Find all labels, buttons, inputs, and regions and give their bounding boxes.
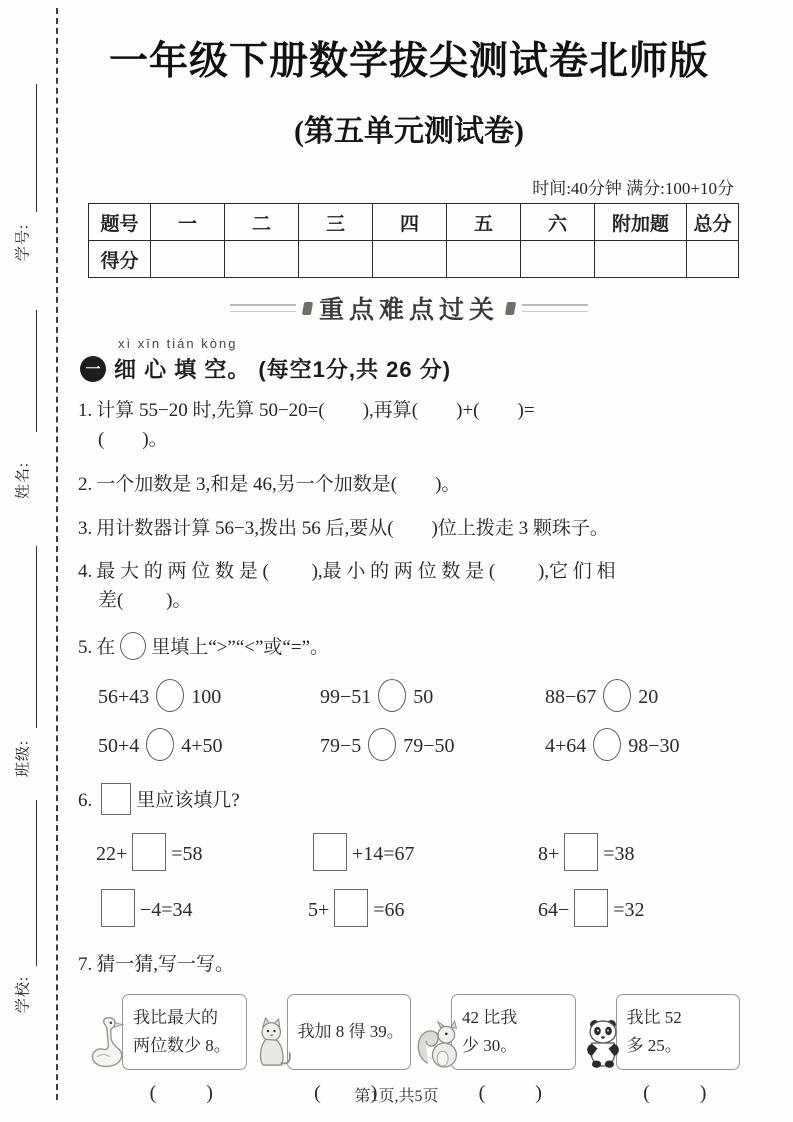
page-subtitle: (第五单元测试卷) <box>294 115 524 148</box>
score-cell[interactable] <box>595 241 687 278</box>
expression-left: 79−5 <box>320 734 362 757</box>
expression-right: 50 <box>413 685 434 708</box>
speech-bubble <box>122 994 247 1070</box>
equation-post: =32 <box>613 899 645 921</box>
paper-body <box>78 0 740 1105</box>
score-cell[interactable] <box>151 241 225 278</box>
score-cell[interactable] <box>687 241 739 278</box>
col-two: 二 <box>225 204 299 241</box>
time-and-score-info: 时间:40分钟 满分:100+10分 <box>532 179 734 198</box>
bubble-text: 少 30。 <box>462 1035 518 1055</box>
question-5 <box>78 632 740 663</box>
question-4 <box>78 558 740 615</box>
compare-item <box>320 679 545 712</box>
square-blank-icon <box>101 783 131 815</box>
square-blank[interactable] <box>574 889 608 927</box>
question-7 <box>78 951 740 980</box>
equation-item <box>308 833 538 871</box>
circle-blank[interactable] <box>378 679 406 712</box>
equation-item <box>538 833 740 871</box>
expression-left: 88−67 <box>545 685 597 708</box>
expression-right: 4+50 <box>181 734 223 757</box>
banner-text: 重点难点过关 <box>318 296 499 324</box>
page-footer: 第1页,共5页 <box>354 1088 439 1105</box>
section-title: 细 心 填 空。 <box>114 357 251 382</box>
class-fill-line[interactable] <box>36 546 37 728</box>
banner-right-lines-icon <box>522 304 588 312</box>
student-id-fill-line[interactable] <box>36 84 37 212</box>
compare-item <box>98 728 320 761</box>
circle-blank[interactable] <box>156 679 184 712</box>
answer-blank[interactable]: ( ) <box>314 1081 378 1104</box>
name-fill-line[interactable] <box>36 310 37 432</box>
question-5-prompt-before: 在 <box>96 637 116 658</box>
panda-icon <box>580 1015 626 1071</box>
section-points: (每空1分,共 26 分) <box>258 357 452 382</box>
score-cell[interactable] <box>225 241 299 278</box>
col-six: 六 <box>521 204 595 241</box>
question-3-text: 用计数器计算 56−3,拨出 56 后,要从( )位上拨走 3 颗珠子。 <box>96 517 609 539</box>
circle-blank[interactable] <box>603 679 631 712</box>
question-number: 2. <box>78 474 93 495</box>
equation-pre: 22+ <box>96 843 128 865</box>
question-number: 5. <box>78 637 93 658</box>
sidebar-label-name: 姓名: <box>15 461 32 500</box>
equation-post: −4=34 <box>140 899 193 921</box>
expression-right: 20 <box>638 685 659 708</box>
equation-item <box>96 833 308 871</box>
question-6-row-2 <box>78 889 740 927</box>
section-number-icon: 一 <box>80 356 106 382</box>
compare-item <box>545 679 740 712</box>
expression-left: 4+64 <box>545 734 587 757</box>
score-table-header-row <box>89 204 739 241</box>
bubble-text: 多 25。 <box>626 1035 682 1055</box>
equation-pre: 5+ <box>308 899 330 921</box>
expression-right: 100 <box>191 685 222 708</box>
square-blank[interactable] <box>564 833 598 871</box>
page-title: 一年级下册数学拔尖测试卷北师版 <box>108 40 709 83</box>
sidebar-label-student-id: 学号: <box>15 223 32 262</box>
circle-blank[interactable] <box>146 728 174 761</box>
question-2-text: 一个加数是 3,和是 46,另一个加数是( )。 <box>96 474 461 495</box>
col-total: 总分 <box>687 204 739 241</box>
circle-blank[interactable] <box>368 728 396 761</box>
col-question-number: 题号 <box>89 204 151 241</box>
col-four: 四 <box>373 204 447 241</box>
circle-blank[interactable] <box>593 728 621 761</box>
question-number: 4. <box>78 561 93 582</box>
col-three: 三 <box>299 204 373 241</box>
question-1-text-line2: ( )。 <box>98 428 168 450</box>
score-table-score-row <box>89 241 739 278</box>
expression-left: 56+43 <box>98 685 150 708</box>
squirrel-icon <box>415 1015 461 1071</box>
col-bonus: 附加题 <box>595 204 687 241</box>
compare-item <box>545 728 740 761</box>
equation-post: =66 <box>373 899 405 921</box>
question-number: 1. <box>78 400 93 421</box>
speech-bubble <box>451 994 576 1070</box>
cat-icon <box>251 1015 297 1071</box>
expression-left: 99−51 <box>320 685 372 708</box>
banner <box>78 290 740 326</box>
score-cell[interactable] <box>521 241 595 278</box>
equation-pre: 8+ <box>538 843 560 865</box>
expression-left: 50+4 <box>98 734 140 757</box>
expression-right: 98−30 <box>628 734 680 757</box>
square-blank[interactable] <box>334 889 368 927</box>
equation-item <box>308 889 538 927</box>
question-2 <box>78 471 740 500</box>
section-pinyin: xì xīn tián kòng <box>118 336 238 351</box>
question-5-row-1 <box>78 679 740 712</box>
question-5-prompt-after: 里填上“>”“<”或“=”。 <box>151 637 330 658</box>
question-number: 7. <box>78 954 93 975</box>
goose-icon <box>86 1015 132 1071</box>
square-blank[interactable] <box>101 889 135 927</box>
square-blank[interactable] <box>132 833 166 871</box>
question-number: 6. <box>78 789 93 811</box>
banner-right-block-icon <box>505 302 516 315</box>
equation-item <box>96 889 308 927</box>
bubble-text: 我比 52 <box>626 1008 682 1028</box>
equation-post: =38 <box>603 843 635 865</box>
score-row-label: 得分 <box>89 241 151 278</box>
score-cell[interactable] <box>373 241 447 278</box>
circle-blank-icon <box>120 632 146 660</box>
question-7-prompt: 猜一猜,写一写。 <box>96 954 235 975</box>
compare-item <box>98 679 320 712</box>
sidebar-label-school: 学校: <box>15 975 32 1014</box>
speech-bubble <box>616 994 741 1070</box>
question-number: 3. <box>78 517 93 539</box>
square-blank[interactable] <box>313 833 347 871</box>
question-6-prompt: 里应该填几? <box>136 789 240 811</box>
question-6-row-1 <box>78 833 740 871</box>
question-1 <box>78 397 740 454</box>
question-3 <box>78 515 740 544</box>
fold-line <box>56 8 58 1100</box>
question-4-text: 最 大 的 两 位 数 是 ( ),最 小 的 两 位 数 是 ( ),它 们 相 <box>96 561 616 582</box>
score-cell[interactable] <box>447 241 521 278</box>
equation-post: +14=67 <box>352 843 415 865</box>
col-one: 一 <box>151 204 225 241</box>
answer-blank[interactable]: ( ) <box>478 1081 542 1104</box>
sidebar-label-class: 班级: <box>15 739 32 778</box>
question-5-row-2 <box>78 728 740 761</box>
speech-bubble <box>287 994 412 1070</box>
banner-left-block-icon <box>302 302 313 315</box>
answer-blank[interactable]: ( ) <box>643 1081 707 1104</box>
equation-item <box>538 889 740 927</box>
expression-right: 79−50 <box>403 734 455 757</box>
col-five: 五 <box>447 204 521 241</box>
bubble-text: 我比最大的 <box>133 1008 218 1028</box>
banner-left-lines-icon <box>230 304 296 312</box>
equation-post: =58 <box>171 843 203 865</box>
bubble-text: 42 比我 <box>462 1008 518 1028</box>
equation-pre: 64− <box>538 899 570 921</box>
score-table <box>88 203 739 278</box>
school-fill-line[interactable] <box>36 800 37 966</box>
score-cell[interactable] <box>299 241 373 278</box>
question-4-text-line2: 差( )。 <box>98 589 192 611</box>
question-1-text: 计算 55−20 时,先算 50−20=( ),再算( )+( )= <box>96 400 535 421</box>
section-header <box>80 353 740 384</box>
answer-blank[interactable]: ( ) <box>149 1081 213 1104</box>
question-6 <box>78 783 740 816</box>
compare-item <box>320 728 545 761</box>
bubble-text: 两位数少 8。 <box>133 1035 231 1055</box>
bubble-text: 我加 8 得 39。 <box>297 1021 404 1041</box>
